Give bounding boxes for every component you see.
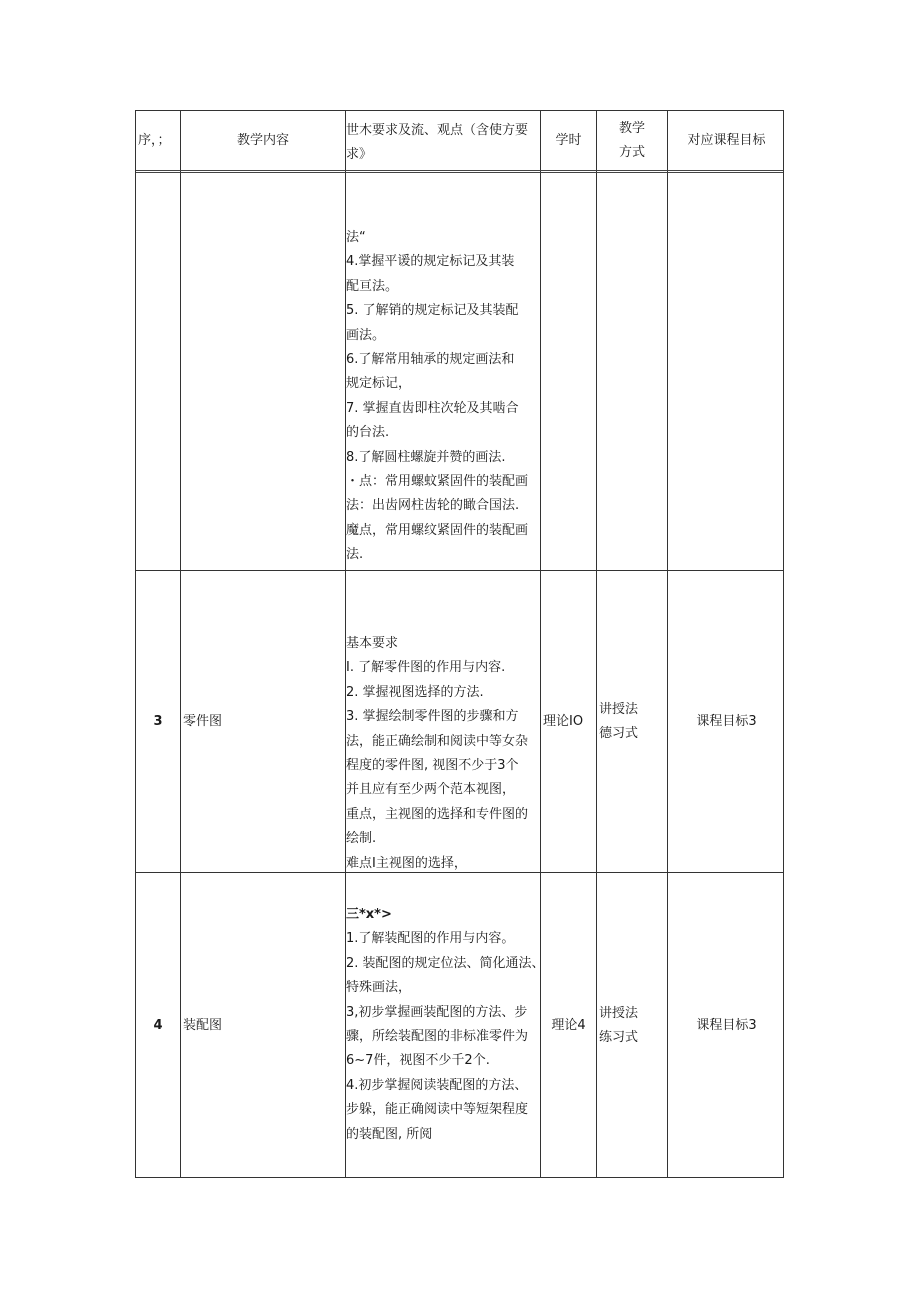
header-content: 教学内容 [236,133,289,148]
header-hours: 学时 [555,133,582,148]
row-seq: 4 [153,1018,163,1033]
row-method: 讲授法 德习式 [599,702,639,741]
row-requirements: 三*x*> 1.了解装配图的作用与内容。 2. 装配图的规定位法、简化通法、 特殊画法， 3,初步掌握画装配图的方法、步 骤，所绘装配图的非标准零件为 6~7件，视图不少千2个. 4.初步掌握阅读装配图的方法、 步躲，能正确阅读中等短架程度 的装配图, 所阅 [346,907,545,1142]
row-goal: 课程目标3 [696,713,757,729]
row-content: 装配图 [183,1018,223,1033]
row-requirements: 基本要求 I. 了解零件图的作用与内容. 2. 掌握视图选择的方法. 3. 掌握绘制零件图的步骤和方 法，能正确绘制和阅读中等女杂 程度的零件图, 视图不少于3个 并且应有至少两个范本视图， 重点，主视图的选择和专件图的 绘制. 难点I主视图的选择， [346,636,529,871]
course-table [135,110,784,1178]
header-method: 教学 方式 [618,121,645,160]
row-requirements: 法“ 4.掌握平谖的规定标记及其装 配亘法。 5. 了解销的规定标记及其装配 画法。 6.了解常用轴承的规定画法和 规定标记， 7. 掌握直齿即柱次轮及其啮合 的台法. 8.了解圆柱螺旋并赞的画法. ・点：常用螺蚊紧固件的装配画 法：出齿网柱齿轮的瞰合国法. 魔点，常用螺纹紧固件的装配画 法. [346,230,529,563]
row-content: 零件图 [183,713,223,729]
row-hours: 理论IO [543,713,584,729]
header-requirements: 世木要求及流、观点（含使方要 求》 [346,123,529,162]
row-goal: 课程目标3 [696,1018,757,1033]
row-method: 讲授法 练习式 [599,1006,639,1045]
header-seq: 序，； [138,133,171,148]
header-goal: 对应课程目标 [687,133,766,148]
row-seq: 3 [153,713,163,729]
row-hours: 理论4 [551,1018,586,1033]
